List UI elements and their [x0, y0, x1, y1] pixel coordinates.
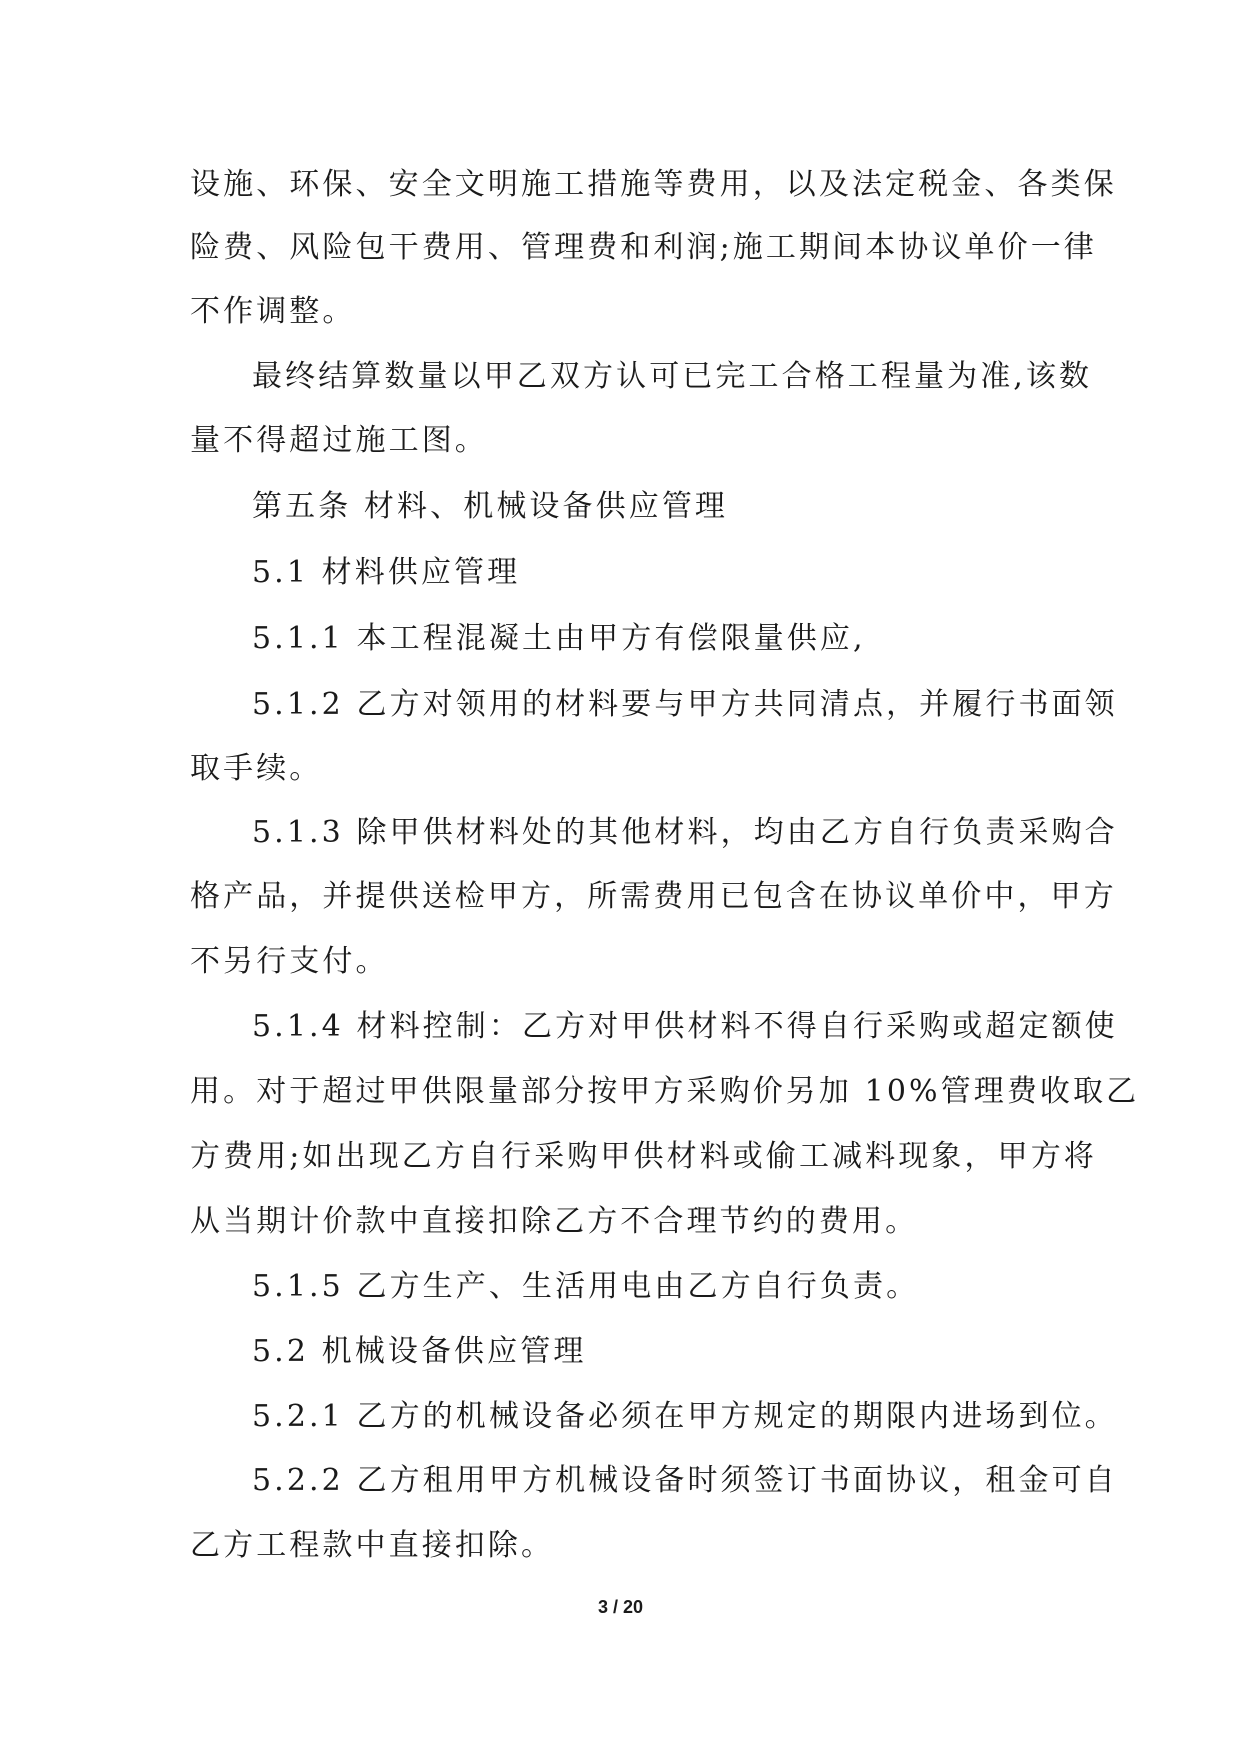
body-line-3: 不作调整。 — [190, 294, 356, 329]
clause-5-2-1: 5.2.1 乙方的机械设备必须在甲方规定的期限内进场到位。 — [252, 1399, 1118, 1434]
clause-5-1-1: 5.1.1 本工程混凝土由甲方有偿限量供应, — [252, 621, 866, 656]
clause-5-1-4-line-2: 用。对于超过甲供限量部分按甲方采购价另加 10%管理费收取乙 — [190, 1074, 1140, 1109]
body-line-4: 最终结算数量以甲乙双方认可已完工合格工程量为准,该数 — [252, 359, 1093, 394]
clause-5-1-2-line-2: 取手续。 — [190, 751, 323, 786]
clause-5-1-4-line-1: 5.1.4 材料控制：乙方对甲供材料不得自行采购或超定额使 — [252, 1009, 1118, 1044]
clause-5-1-5: 5.1.5 乙方生产、生活用电由乙方自行负责。 — [252, 1269, 920, 1304]
clause-5-1-2-line-1: 5.1.2 乙方对领用的材料要与甲方共同清点，并履行书面领 — [252, 687, 1118, 722]
clause-5-2-2-line-1: 5.2.2 乙方租用甲方机械设备时须签订书面协议，租金可自 — [252, 1463, 1118, 1498]
clause-5-2-2-line-2: 乙方工程款中直接扣除。 — [190, 1528, 555, 1563]
subsection-heading-5-2: 5.2 机械设备供应管理 — [252, 1334, 587, 1369]
body-line-1: 设施、环保、安全文明施工措施等费用，以及法定税金、各类保 — [190, 167, 1117, 202]
clause-5-1-3-line-2: 格产品，并提供送检甲方，所需费用已包含在协议单价中，甲方 — [190, 879, 1117, 914]
body-line-2: 险费、风险包干费用、管理费和利润;施工期间本协议单价一律 — [190, 230, 1097, 265]
clause-5-1-3-line-3: 不另行支付。 — [190, 944, 389, 979]
clause-5-1-4-line-4: 从当期计价款中直接扣除乙方不合理节约的费用。 — [190, 1204, 919, 1239]
clause-5-1-4-line-3: 方费用;如出现乙方自行采购甲供材料或偷工减料现象，甲方将 — [190, 1139, 1097, 1174]
section-heading-article-5: 第五条 材料、机械设备供应管理 — [252, 489, 729, 524]
clause-5-1-3-line-1: 5.1.3 除甲供材料处的其他材料，均由乙方自行负责采购合 — [252, 815, 1118, 850]
page-number: 3 / 20 — [597, 1597, 644, 1617]
subsection-heading-5-1: 5.1 材料供应管理 — [252, 555, 521, 590]
body-line-5: 量不得超过施工图。 — [190, 423, 488, 458]
